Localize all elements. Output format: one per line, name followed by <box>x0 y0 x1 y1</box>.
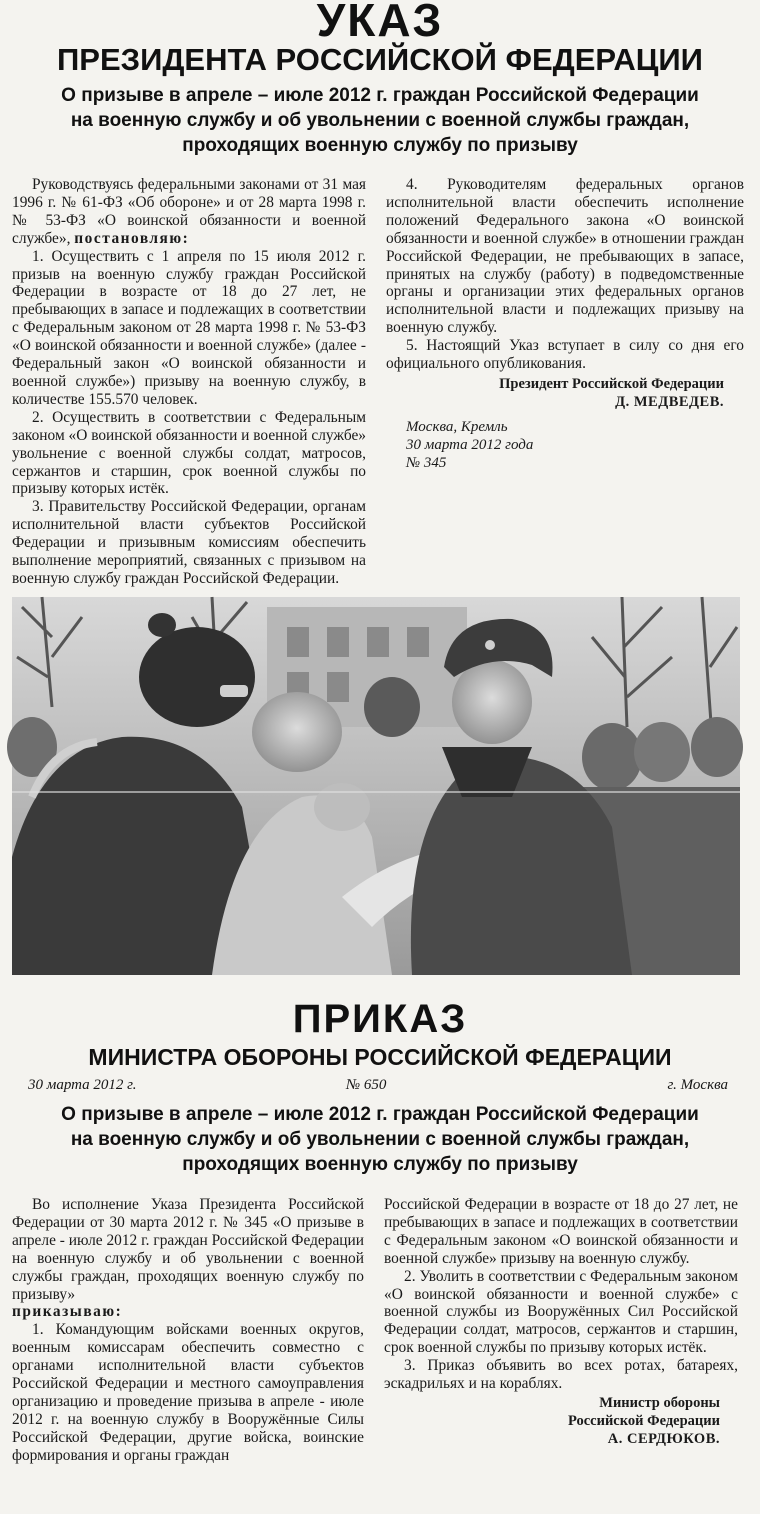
ukaz-paragraph-2: 2. Осуществить в соответствии с Федеральным законом «О воинской обязанности и военной службе» увольнение с военной службы солдат, матросов, сержантов и старшин, срок военной службы по призыву которых истёк. <box>12 408 366 498</box>
prikaz-signer-title-line: Министр обороны <box>599 1394 720 1411</box>
prikaz-paragraph-2: 2. Уволить в соответствии с Федеральным законом «О воинской обязанности и военной службе» с военной службы из Вооружённых Сил Российской Федерации солдат, матросов, сержантов и старшин, срок военной службы по призыву которых истёк. <box>384 1267 738 1357</box>
prikaz-title-line: О призыве в апреле – июле 2012 г. граждан Российской Федерации <box>61 1104 699 1125</box>
ukaz-date: 30 марта 2012 года <box>406 436 534 453</box>
ukaz-title <box>0 83 760 158</box>
ukaz-paragraph-1: 1. Осуществить с 1 апреля по 15 июля 2012 г. призыв на военную службу граждан Российской Федерации в возрасте от 18 до 27 лет, не пребывающих в запасе и подлежащих в соответствии с Федеральным законом от 28 марта 1998 г. № 53-ФЗ «О воинской обязанности и военной службе» (далее - Федеральный закон «О воинской обязанности и военной службе») призыву на военную службу, в количестве 155.570 человек. <box>12 247 366 408</box>
ukaz-title-line: проходящих военную службу по призыву <box>182 135 578 156</box>
ukaz-place: Москва, Кремль <box>406 418 508 435</box>
ukaz-column-left <box>12 176 366 587</box>
prikaz-keyword-line <box>12 1303 364 1321</box>
prikaz-column-right-inner <box>384 1196 738 1506</box>
prikaz-signer-name: А. СЕРДЮКОВ. <box>607 1430 720 1447</box>
prikaz-paragraph-3: 3. Приказ объявить во всех ротах, батареях, эскадрильях и на кораблях. <box>384 1357 738 1393</box>
prikaz-intro: Во исполнение Указа Президента Российской Федерации от 30 марта 2012 г. № 345 «О призыве в апреле - июле 2012 г. граждан Российской Федерации на военную службу и об увольнении с военной службы граждан, проходящих военную службу по призыву» <box>12 1196 364 1303</box>
ukaz-signer-name: Д. МЕДВЕДЕВ. <box>615 393 724 410</box>
ukaz-subheading: ПРЕЗИДЕНТА РОССИЙСКОЙ ФЕДЕРАЦИИ <box>57 42 703 77</box>
photo-illustration <box>12 597 740 975</box>
prikaz-heading: ПРИКАЗ <box>292 997 468 1041</box>
ukaz-number: № 345 <box>406 454 447 471</box>
ukaz-paragraph-3: 3. Правительству Российской Федерации, органам исполнительной власти субъектов Российской Федерации и призывным комиссиям обеспечить выполнение мероприятий, связанных с призывом на военную службу граждан Российской Федерации. <box>12 498 366 587</box>
ukaz-signer-title: Президент Российской Федерации <box>499 375 724 392</box>
prikaz-paragraph-1-continued: Российской Федерации в возрасте от 18 до 27 лет, не пребывающих в запасе и подлежащих в соответствии с Федеральным законом «О воинской обязанности и военной службе» призыву на военную службу. <box>384 1196 738 1267</box>
prikaz-signer-title-line: Российской Федерации <box>567 1412 720 1429</box>
ukaz-keyword: постановляю: <box>74 229 190 247</box>
news-photo <box>12 597 740 975</box>
ukaz-paragraph-4: 4. Руководителям федеральных органов исполнительной власти обеспечить исполнение положений Федерального закона «О воинской обязанности и военной службе» в отношении граждан Российской Федерации, не пребывающих в запасе, принятых на службу (работу) в подведомственные органы и организации этих федеральных органов исполнительной власти и подлежащих призыву на военную службу. <box>386 176 744 337</box>
ukaz-intro <box>12 176 366 248</box>
ukaz-title-line: О призыве в апреле – июле 2012 г. граждан Российской Федерации <box>61 85 699 106</box>
ukaz-paragraph-5: 5. Настоящий Указ вступает в силу со дня его официального опубликования. <box>386 337 744 373</box>
prikaz-title <box>0 1102 760 1177</box>
prikaz-column-right <box>384 1196 738 1506</box>
prikaz-signer-title <box>384 1395 738 1431</box>
ukaz-title-line: на военную службу и об увольнении с военной службы граждан, <box>70 110 690 131</box>
prikaz-number: № 650 <box>346 1077 387 1093</box>
ukaz-intro-text: Руководствуясь федеральными законами от 31 мая 1996 г. № 61-ФЗ «Об обороне» и от 28 марта 1998 г. № 53-ФЗ «О воинской обязанности и военной службе», <box>12 176 366 247</box>
prikaz-column-left <box>12 1196 364 1501</box>
prikaz-title-line: проходящих военную службу по призыву <box>182 1154 578 1175</box>
prikaz-city: г. Москва <box>667 1077 728 1093</box>
ukaz-heading: УКАЗ <box>316 0 444 46</box>
ukaz-column-right <box>386 176 744 576</box>
prikaz-keyword: приказываю: <box>12 1303 123 1321</box>
prikaz-title-line: на военную службу и об увольнении с военной службы граждан, <box>70 1129 690 1150</box>
prikaz-subheading: МИНИСТРА ОБОРОНЫ РОССИЙСКОЙ ФЕДЕРАЦИИ <box>88 1044 672 1070</box>
prikaz-date: 30 марта 2012 г. <box>28 1077 137 1093</box>
prikaz-paragraph-1: 1. Командующим войсками военных округов, военным комиссарам обеспечить совместно с органами исполнительной власти субъектов Российской Федерации и местного самоуправления организацию и проведение призыва в апреле - июле 2012 г. на военную службу в Вооружённые Силы Российской Федерации, другие войска, воинские формирования и органы граждан <box>12 1321 364 1464</box>
prikaz-meta-row <box>28 1077 728 1097</box>
